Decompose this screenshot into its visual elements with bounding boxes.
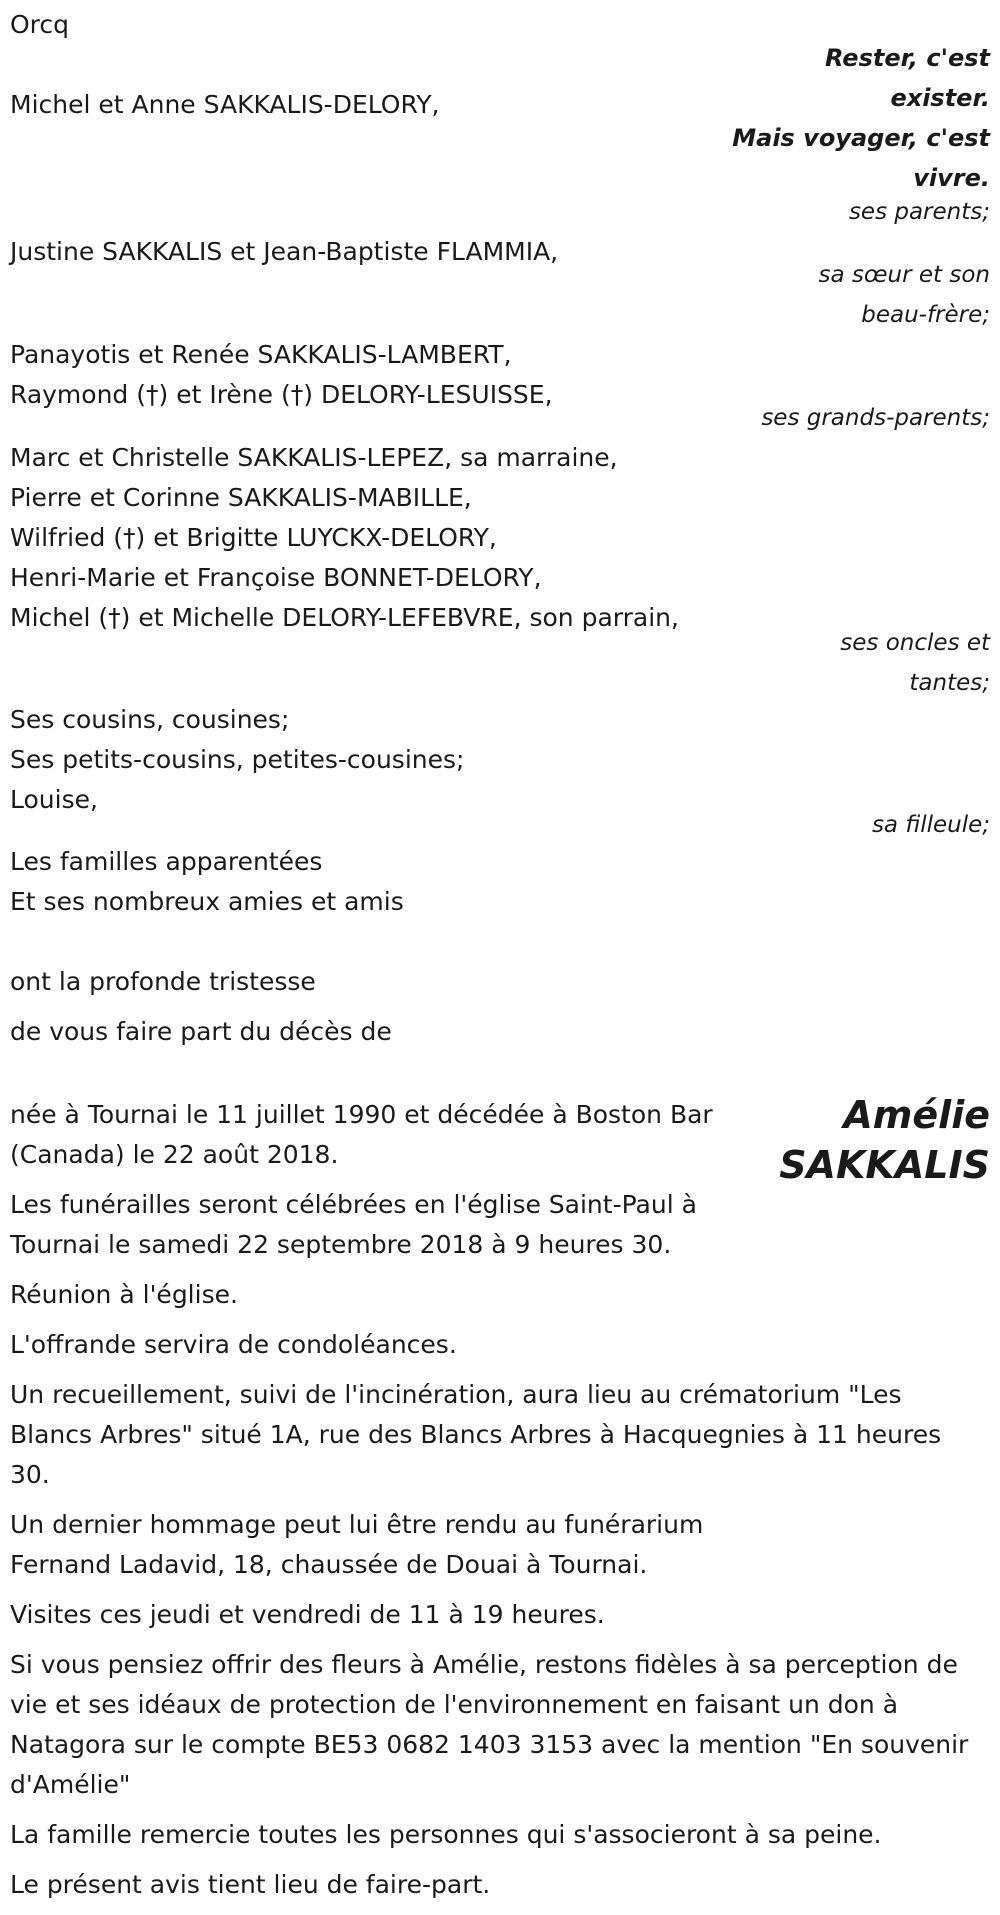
goddaughter-role: sa filleule; bbox=[871, 812, 990, 838]
grandparents-role: ses grands-parents; bbox=[761, 405, 990, 431]
siblings-role-line-2: beau-frère; bbox=[861, 302, 990, 328]
parents-names: Michel et Anne SAKKALIS-DELORY, bbox=[10, 90, 440, 119]
uncle-aunt-2: Pierre et Corinne SAKKALIS-MABILLE, bbox=[10, 483, 472, 512]
announcement-line-1: ont la profonde tristesse bbox=[10, 967, 316, 996]
grandparents-name-1: Panayotis et Renée SAKKALIS-LAMBERT, bbox=[10, 340, 512, 369]
funeral-paragraph: Les funérailles seront célébrées en l'église Saint-Paul à Tournai le samedi 22 septembre 2018 à 9 heures 30. bbox=[10, 1190, 697, 1259]
cousins-line-1: Ses cousins, cousines; bbox=[10, 705, 290, 734]
visits-paragraph: Visites ces jeudi et vendredi de 11 à 19 heures. bbox=[10, 1600, 605, 1629]
others-line-2: Et ses nombreux amies et amis bbox=[10, 887, 404, 916]
deceased-name bbox=[779, 1090, 990, 1190]
parents-role: ses parents; bbox=[848, 199, 990, 225]
deceased-last-name: SAKKALIS bbox=[779, 1143, 990, 1187]
deceased-first-name: Amélie bbox=[843, 1093, 990, 1137]
locality: Orcq bbox=[10, 10, 70, 39]
uncle-aunt-3: Wilfried (†) et Brigitte LUYCKX-DELORY, bbox=[10, 523, 497, 552]
uncle-aunt-5: Michel (†) et Michelle DELORY-LEFEBVRE, son parrain, bbox=[10, 603, 679, 632]
cousins-line-3: Louise, bbox=[10, 785, 98, 814]
uncle-aunt-4: Henri-Marie et Françoise BONNET-DELORY, bbox=[10, 563, 542, 592]
motto-line-1: Rester, c'est bbox=[825, 44, 990, 72]
cremation-paragraph: Un recueillement, suivi de l'incinération, aura lieu au crématorium "Les Blancs Arbres" situé 1A, rue des Blancs Arbres à Hacquegnies à 11 heures 30. bbox=[10, 1380, 942, 1489]
tribute-paragraph: Un dernier hommage peut lui être rendu au funérarium Fernand Ladavid, 18, chaussée de Douai à Tournai. bbox=[10, 1510, 704, 1579]
thanks-paragraph: La famille remercie toutes les personnes qui s'associeront à sa peine. bbox=[10, 1820, 882, 1849]
announcement-line-2: de vous faire part du décès de bbox=[10, 1017, 392, 1046]
grandparents-name-2: Raymond (†) et Irène (†) DELORY-LESUISSE, bbox=[10, 380, 553, 409]
flowers-paragraph: Si vous pensiez offrir des fleurs à Amélie, restons fidèles à sa perception de vie et ses idéaux de protection de l'environnement en faisant un don à Natagora sur le compte BE53 0682 1403 3153 avec la mention "En souvenir d'Amélie" bbox=[10, 1650, 969, 1799]
siblings-role-line-1: sa sœur et son bbox=[818, 262, 990, 288]
notice-paragraph: Le présent avis tient lieu de faire-part. bbox=[10, 1870, 491, 1899]
birth-death-paragraph: née à Tournai le 11 juillet 1990 et décédée à Boston Bar (Canada) le 22 août 2018. bbox=[10, 1100, 713, 1169]
motto-line-3: Mais voyager, c'est bbox=[732, 124, 990, 152]
uncle-aunt-1: Marc et Christelle SAKKALIS-LEPEZ, sa marraine, bbox=[10, 443, 618, 472]
offering-paragraph: L'offrande servira de condoléances. bbox=[10, 1330, 457, 1359]
cousins-line-2: Ses petits-cousins, petites-cousines; bbox=[10, 745, 465, 774]
others-line-1: Les familles apparentées bbox=[10, 847, 323, 876]
meeting-paragraph: Réunion à l'église. bbox=[10, 1280, 238, 1309]
motto-line-2: exister. bbox=[890, 84, 990, 112]
uncles-aunts-role-line-2: tantes; bbox=[909, 670, 990, 696]
siblings-names: Justine SAKKALIS et Jean-Baptiste FLAMMIA, bbox=[10, 237, 559, 266]
motto-line-4: vivre. bbox=[913, 164, 990, 192]
uncles-aunts-role-line-1: ses oncles et bbox=[840, 630, 990, 656]
